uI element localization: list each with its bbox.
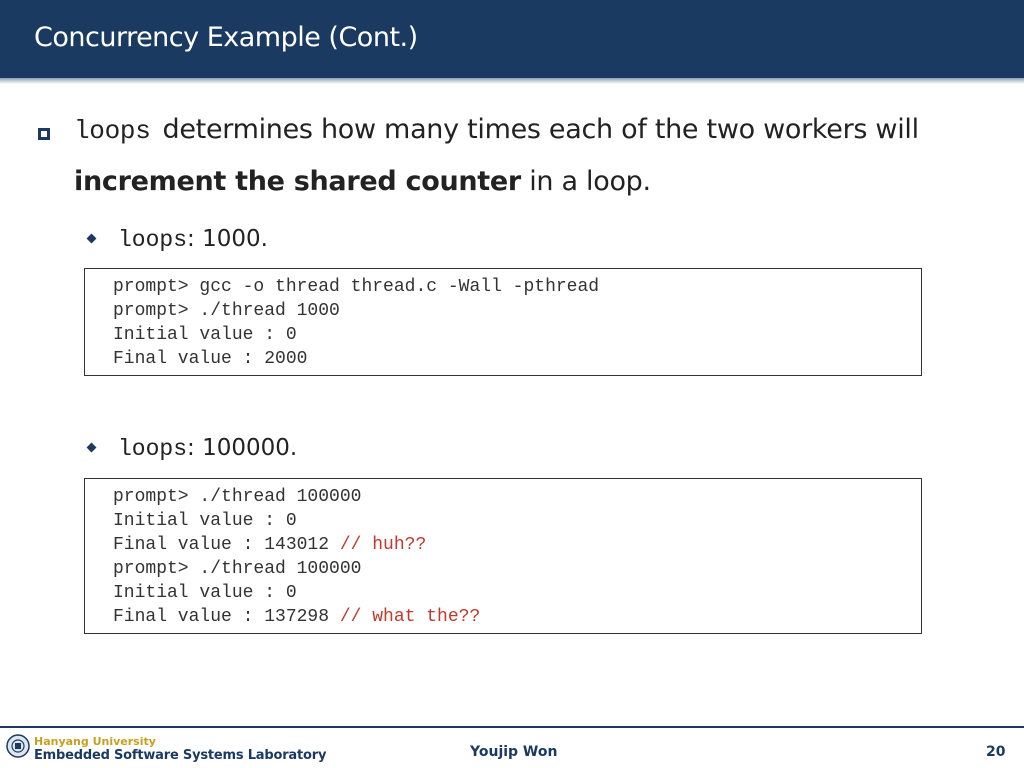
code-line: Initial value : 0: [113, 325, 297, 345]
title-bar-shadow: [0, 78, 1024, 84]
diamond-bullet-icon: [87, 443, 97, 453]
bullet-text-line-2: [74, 166, 651, 197]
code-line: Initial value : 0: [113, 511, 297, 531]
code-line: prompt> ./thread 100000: [113, 487, 362, 507]
code-line: Final value : 143012: [113, 535, 340, 555]
diamond-bullet-icon: [87, 234, 97, 244]
code-line: Final value : 137298: [113, 607, 340, 627]
square-bullet-icon: [38, 128, 50, 140]
university-emblem-icon: [6, 734, 30, 758]
title-bar: [0, 0, 1024, 82]
footer-divider: [0, 726, 1024, 728]
author-name: Youjip Won: [470, 744, 558, 760]
sub-bullet-1000: [118, 226, 268, 253]
code-block-2: [113, 485, 480, 629]
page-number: 20: [986, 744, 1006, 760]
code-line: prompt> ./thread 1000: [113, 301, 340, 321]
bold-phrase: increment the shared counter: [74, 166, 521, 197]
university-name: Hanyang University: [34, 735, 156, 748]
sub-bullet-100000: [118, 435, 297, 462]
code-comment: // what the??: [339, 607, 481, 627]
code-line: prompt> ./thread 100000: [113, 559, 362, 579]
code-block-1: [113, 275, 599, 371]
lab-name: Embedded Software Systems Laboratory: [34, 748, 327, 763]
code-word-loops: loops: [74, 116, 151, 146]
sub-bullet-value: : 1000.: [187, 226, 268, 252]
code-box-1: [84, 268, 922, 376]
code-line: Initial value : 0: [113, 583, 297, 603]
code-word-loops: loops: [118, 436, 188, 462]
code-comment: // huh??: [339, 535, 427, 555]
slide-title: Concurrency Example (Cont.): [34, 22, 418, 53]
bullet-text-rest: determines how many times each of the two workers will: [162, 114, 919, 145]
bullet-text-line-1: [74, 114, 919, 146]
code-word-loops: loops: [118, 227, 188, 253]
bullet-text-end: in a loop.: [520, 166, 651, 197]
code-line: Final value : 2000: [113, 349, 308, 369]
code-box-2: [84, 478, 922, 634]
sub-bullet-value: : 100000.: [187, 435, 298, 461]
code-line: prompt> gcc -o thread thread.c -Wall -pthread: [113, 277, 600, 297]
